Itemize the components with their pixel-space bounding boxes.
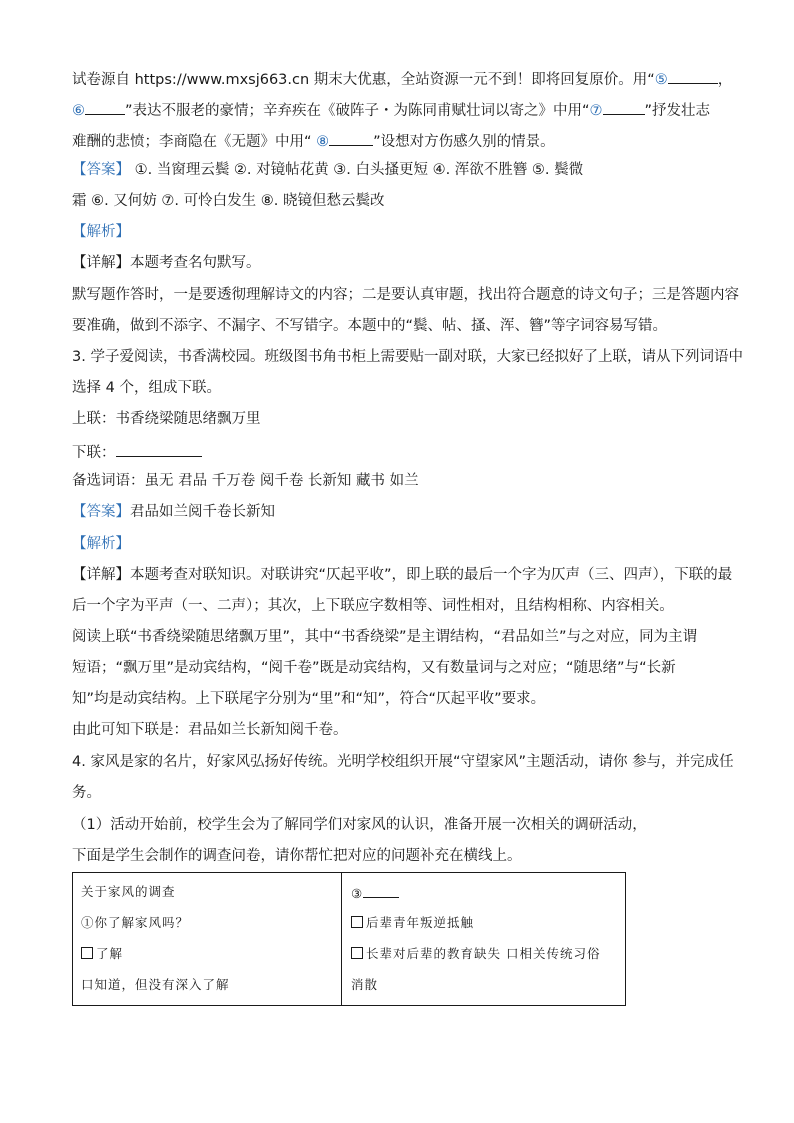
survey-reason-1: 后辈青年叛逆抵触 xyxy=(351,914,474,932)
analysis-3-line-1: 【详解】本题考查对联知识。对联讲究“仄起平收”，即上联的最后一个字为仄声（三、四声），下联的最 xyxy=(72,567,733,583)
survey-question-3: ③ xyxy=(351,883,399,903)
q2-line-1: 试卷源自 https://www.mxsj663.cn 期末大优惠，全站资源一元不到！即将回复原价。用“⑤ ， xyxy=(72,67,732,90)
q2-line-3: 难酬的悲愤；李商隐在《无题》中用“ ⑧ ”设想对方伤感久别的情景。 xyxy=(72,129,555,152)
survey-title: 关于家风的调查 xyxy=(81,884,176,899)
answer-3: 【答案】君品如兰阅千卷长新知 xyxy=(72,504,275,520)
q4-line-1: 4. 家风是家的名片，好家风弘扬好传统。光明学校组织开展“守望家风”主题活动，请你 参与，并完成任 xyxy=(72,754,734,770)
question-3-blank xyxy=(363,883,399,898)
checkbox-icon xyxy=(351,916,363,928)
blank-8-number: ⑧ xyxy=(316,134,330,150)
q4-line-4: 下面是学生会制作的调查问卷，请你帮忙把对应的问题补充在横线上。 xyxy=(72,848,522,864)
analysis-2-paragraph-2: 要准确，做到不添字、不漏字、不写错字。本题中的“鬓、帖、搔、浑、簪”等字词容易写错。 xyxy=(72,318,668,334)
q3-lower-couplet: 下联： xyxy=(72,440,202,463)
q4-line-3: （1）活动开始前，校学生会为了解同学们对家风的认识，准备开展一次相关的调研活动， xyxy=(72,817,647,833)
q3-upper-couplet: 上联：书香绕梁随思绪飘万里 xyxy=(72,411,261,427)
survey-option-2: 口知道，但没有深入了解 xyxy=(81,977,230,992)
analysis-label: 【解析】 xyxy=(72,536,130,552)
blank-7-line xyxy=(603,98,645,115)
analysis-3-line-3: 阅读上联“书香绕梁随思绪飘万里”，其中“书香绕梁”是主谓结构，“君品如兰”与之对应，同为主谓 xyxy=(72,629,698,645)
q3-word-options: 备选词语：虽无 君品 千万卷 阅千卷 长新知 藏书 如兰 xyxy=(72,473,419,489)
blank-5-number: ⑤ xyxy=(654,72,668,88)
answer-2-line-2: 霜 ⑥. 又何妨 ⑦. 可怜白发生 ⑧. 晓镜但愁云鬓改 xyxy=(72,193,385,209)
analysis-2-detail: 【详解】本题考查名句默写。 xyxy=(72,255,261,271)
survey-reason-2: 长辈对后辈的教育缺失 口相关传统习俗 xyxy=(351,945,600,963)
blank-5-line xyxy=(668,67,718,84)
survey-option-1: 了解 xyxy=(81,945,123,963)
analysis-label: 【解析】 xyxy=(72,224,130,240)
checkbox-icon xyxy=(351,947,363,959)
answer-label: 【答案】 xyxy=(72,504,130,520)
q4-line-2: 务。 xyxy=(72,785,101,801)
blank-8-line xyxy=(329,129,373,146)
blank-6-line xyxy=(85,98,125,115)
answer-label: 【答案】 xyxy=(72,162,130,178)
answer-2-line-1: 【答案】 ①. 当窗理云鬓 ②. 对镜帖花黄 ③. 白头搔更短 ④. 浑欲不胜簪 ⑤. 鬓微 xyxy=(72,162,584,178)
blank-7-number: ⑦ xyxy=(589,103,603,119)
lower-couplet-blank xyxy=(116,440,202,457)
analysis-2-paragraph-1: 默写题作答时，一是要透彻理解诗文的内容；二是要认真审题，找出符合题意的诗文句子；三是答题内容 xyxy=(72,287,739,303)
q3-line-1: 3. 学子爱阅读，书香满校园。班级图书角书柜上需要贴一副对联，大家已经拟好了上联，请从下列词语中 xyxy=(72,349,743,365)
q3-line-2: 选择 4 个，组成下联。 xyxy=(72,380,221,396)
survey-question-1: ①你了解家风吗？ xyxy=(81,915,190,930)
analysis-3-line-4: 短语；“飘万里”是动宾结构，“阅千卷”既是动宾结构，又有数量词与之对应；“随思绪”与“长新 xyxy=(72,660,676,676)
analysis-3-line-5: 知”均是动宾结构。上下联尾字分别为“里”和“知”，符合“仄起平收”要求。 xyxy=(72,691,546,707)
analysis-3-line-6: 由此可知下联是：君品如兰长新知阅千卷。 xyxy=(72,722,348,738)
blank-6-number: ⑥ xyxy=(72,103,85,119)
survey-table xyxy=(72,872,626,1006)
checkbox-icon xyxy=(81,947,93,959)
analysis-3-line-2: 后一个字为平声（一、二声）；其次，上下联应字数相等、词性相对，且结构相称、内容相关。 xyxy=(72,598,674,614)
table-divider xyxy=(341,873,342,1005)
survey-reason-2-continued: 消散 xyxy=(351,977,379,992)
q2-line-2: ⑥ ”表达不服老的豪情；辛弃疾在《破阵子・为陈同甫赋壮词以寄之》中用“⑦ ”抒发壮志 xyxy=(72,98,710,121)
